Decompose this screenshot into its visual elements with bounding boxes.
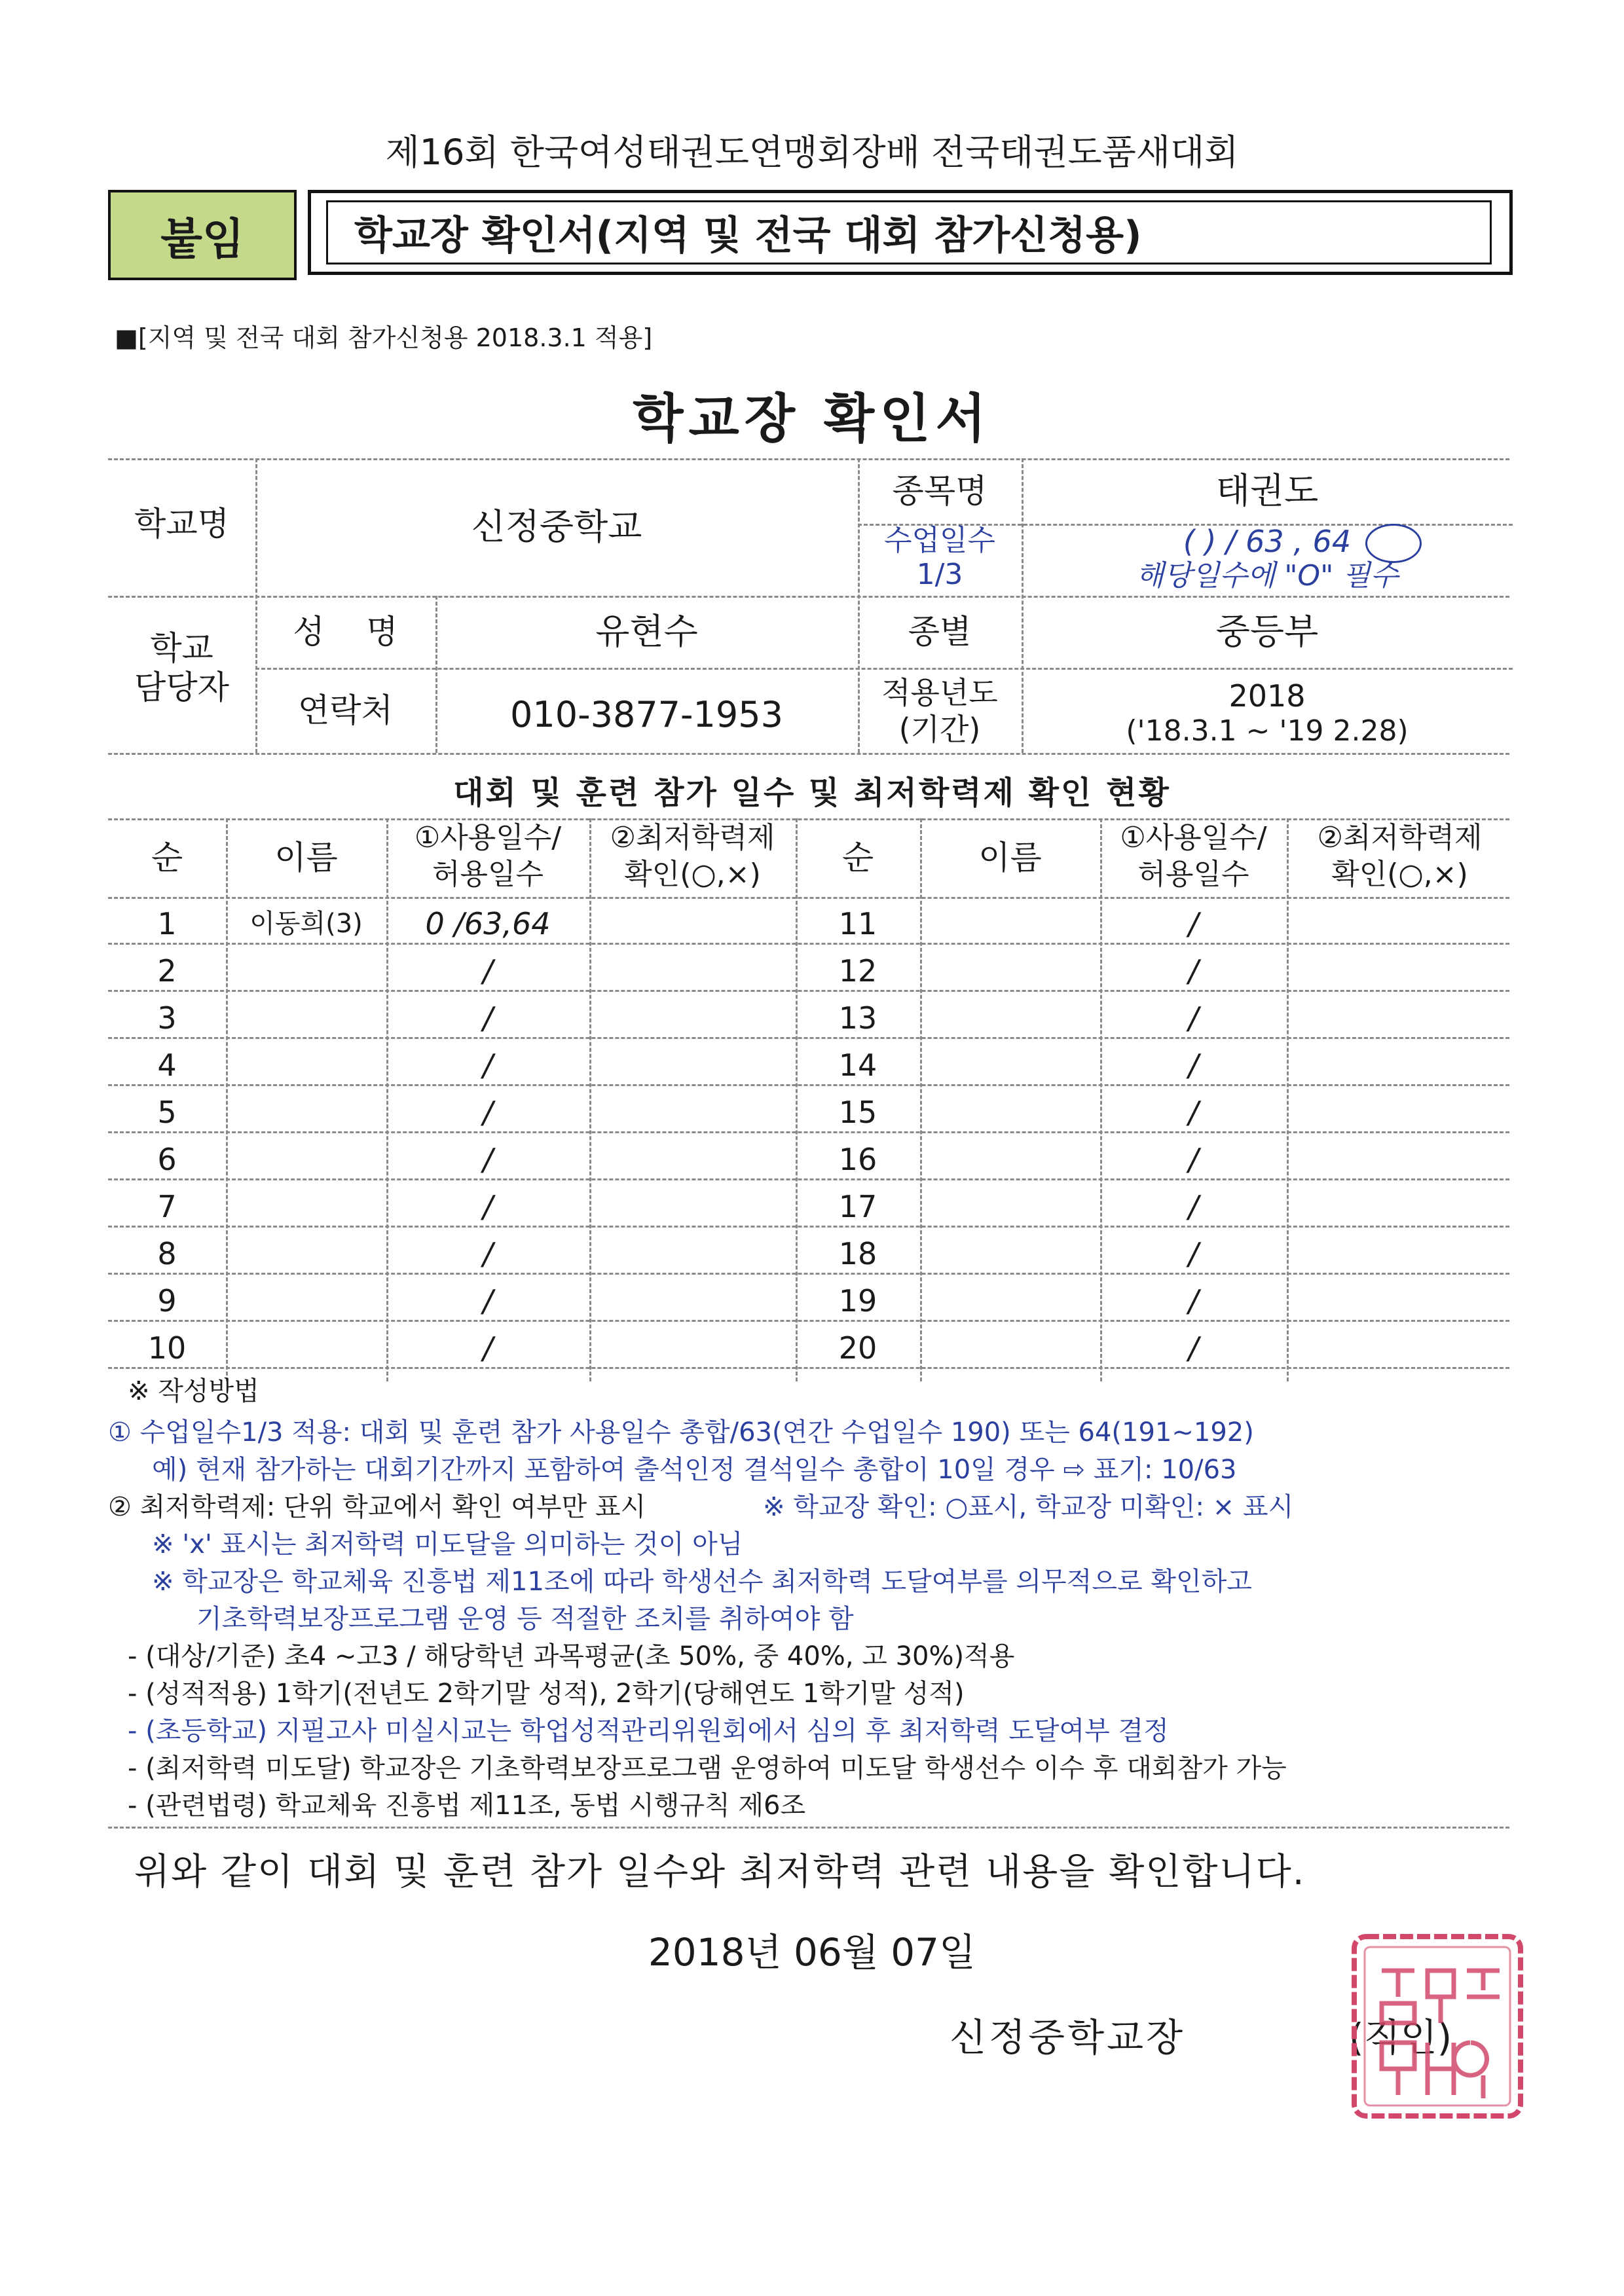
note-line-6: 기초학력보장프로그램 운영 등 적절한 조치를 취하여야 함	[196, 1604, 854, 1634]
table-row-left-days: /	[483, 1236, 493, 1271]
table-row-left-check	[589, 947, 796, 994]
col-check-left-2: 확인(○,×)	[624, 858, 761, 891]
class-days-value: ( ) / 63 , 64	[1183, 524, 1352, 559]
table-row-left-name	[226, 1089, 386, 1136]
table-row-right-no: 16	[838, 1142, 877, 1177]
table-row-right-no: 15	[838, 1095, 877, 1130]
confirm-text: 위와 같이 대회 및 훈련 참가 일수와 최저학력 관련 내용을 확인합니다.	[134, 1851, 1306, 1893]
table-row-left-name: 이동희(3)	[249, 909, 363, 939]
table-row-left-no: 5	[157, 1095, 177, 1130]
table-row-left-name	[226, 1136, 386, 1183]
table-row-left-name	[226, 947, 386, 994]
table-row-right-no: 12	[838, 953, 877, 989]
note-line-7: - (대상/기준) 초4 ~고3 / 해당학년 과목평균(초 50%, 중 40%, 고 30%)적용	[128, 1641, 1015, 1671]
year-label-2: (기간)	[898, 712, 981, 747]
table-row-left-days: /	[483, 1000, 493, 1036]
col-days-right-2: 허용일수	[1137, 858, 1249, 891]
sport-label: 종목명	[892, 472, 987, 510]
col-name-left: 이름	[274, 839, 338, 877]
table-row-left-days: /	[483, 1095, 493, 1130]
note-line-5: ※ 학교장은 학교체육 진흥법 제11조에 따라 학생선수 최저학력 도달여부를 의무적으로 확인하고	[152, 1567, 1252, 1597]
class-days-label: 수업일수	[883, 524, 995, 557]
form-note: ■[지역 및 전국 대회 참가신청용 2018.3.1 적용]	[115, 323, 653, 352]
table-row-right-check	[1287, 1324, 1513, 1372]
note-line-8: - (성적적용) 1학기(전년도 2학기말 성적), 2학기(당해연도 1학기말 성적)	[128, 1679, 965, 1709]
table-row-right-days: /	[1188, 1142, 1199, 1177]
table-row-left-no: 8	[157, 1236, 177, 1271]
table-row-right-check	[1287, 947, 1513, 994]
table-row-left-no: 10	[147, 1330, 187, 1366]
table-row-right-days: /	[1188, 906, 1199, 941]
table-row-right-days: /	[1188, 1283, 1199, 1319]
note-line-9: - (초등학교) 지필고사 미실시교는 학업성적관리위원회에서 심의 후 최저학력 도달여부 결정	[128, 1716, 1169, 1746]
table-row-right-check	[1287, 900, 1513, 947]
table-title: 대회 및 훈련 참가 일수 및 최저학력제 확인 현황	[453, 774, 1171, 811]
col-days-left-1: ①사용일수/	[414, 821, 562, 854]
official-seal	[1349, 1931, 1526, 2121]
col-name-right: 이름	[978, 839, 1042, 877]
table-row-left-check	[589, 1136, 796, 1183]
table-row-left-name	[226, 1324, 386, 1372]
contact-value: 010-3877-1953	[510, 694, 783, 735]
form-title: 학교장 확인서(지역 및 전국 대회 참가신청용)	[326, 200, 1492, 264]
table-row-left-name	[226, 1183, 386, 1230]
doc-title: 학교장 확인서	[633, 388, 991, 449]
school-value: 신정중학교	[471, 506, 642, 547]
col-days-right-1: ①사용일수/	[1120, 821, 1267, 854]
table-row-left-check	[589, 1277, 796, 1324]
staff-label-1: 학교	[150, 629, 213, 667]
table-row-right-days: /	[1188, 953, 1199, 989]
table-row-left-name	[226, 994, 386, 1042]
table-row-left-days: 0 /63,64	[425, 906, 551, 941]
table-row-left-days: /	[483, 1142, 493, 1177]
table-row-right-no: 20	[838, 1330, 877, 1366]
class-days-note: 해당일수에 "O" 필수	[1135, 559, 1399, 592]
table-row-right-no: 11	[838, 906, 877, 941]
category-label: 종별	[908, 613, 972, 651]
table-row-right-no: 17	[838, 1189, 877, 1224]
table-row-right-name	[920, 1089, 1100, 1136]
table-row-left-check	[589, 1042, 796, 1089]
table-row-right-days: /	[1188, 1048, 1199, 1083]
table-row-right-check	[1287, 1042, 1513, 1089]
table-row-left-name	[226, 1042, 386, 1089]
seal-label: (직인)	[1349, 2015, 1452, 2060]
table-row-left-no: 2	[157, 953, 177, 989]
class-days-fraction: 1/3	[916, 558, 963, 591]
col-no-left: 순	[151, 839, 183, 877]
note-line-2: 예) 현재 참가하는 대회기간까지 포함하여 출석인정 결석일수 총합이 10일 경우 ⇨ 표기: 10/63	[152, 1455, 1237, 1485]
table-row-right-no: 18	[838, 1236, 877, 1271]
table-row-left-days: /	[483, 1048, 493, 1083]
seal-stamp-icon	[1349, 1931, 1526, 2121]
table-row-left-check	[589, 994, 796, 1042]
table-row-right-no: 19	[838, 1283, 877, 1319]
event-title: 제16회 한국여성태권도연맹회장배 전국태권도품새대회	[385, 132, 1239, 173]
date-text: 2018년 06월 07일	[648, 1930, 976, 1975]
col-check-right-2: 확인(○,×)	[1331, 858, 1468, 891]
table-row-left-days: /	[483, 1330, 493, 1366]
name-value: 유현수	[595, 611, 698, 652]
table-row-left-check	[589, 1089, 796, 1136]
info-line-top	[108, 458, 1509, 460]
attachment-badge: 붙임	[108, 190, 297, 280]
table-row-right-name	[920, 947, 1100, 994]
principal-text: 신정중학교장	[950, 2015, 1186, 2060]
table-row-left-days: /	[483, 1283, 493, 1319]
table-row-right-name	[920, 1277, 1100, 1324]
table-row-left-name	[226, 1230, 386, 1277]
sport-value: 태권도	[1215, 470, 1319, 511]
table-row-left-check	[589, 1324, 796, 1372]
circle-mark-icon	[1365, 524, 1422, 563]
table-row-right-days: /	[1188, 1236, 1199, 1271]
table-row-right-days: /	[1188, 1330, 1199, 1366]
note-line-4: ※ 'x' 표시는 최저학력 미도달을 의미하는 것이 아님	[152, 1529, 743, 1559]
table-row-left-no: 1	[157, 906, 177, 941]
year-value: 2018	[1228, 678, 1306, 714]
category-value: 중등부	[1215, 611, 1319, 652]
table-row-right-name	[920, 1136, 1100, 1183]
name-label: 성 명	[293, 613, 398, 651]
col-check-left-1: ②최저학력제	[610, 821, 775, 854]
note-line-10: - (최저학력 미도달) 학교장은 기초학력보장프로그램 운영하여 미도달 학생선수 이수 후 대회참가 가능	[128, 1753, 1287, 1783]
table-row-right-days: /	[1188, 1095, 1199, 1130]
table-row-left-check	[589, 1183, 796, 1230]
note-line-3a: ② 최저학력제: 단위 학교에서 확인 여부만 표시	[108, 1492, 646, 1522]
table-row-left-no: 4	[157, 1048, 177, 1083]
col-days-left-2: 허용일수	[432, 858, 544, 891]
note-line-3b: ※ 학교장 확인: ○표시, 학교장 미확인: × 표시	[763, 1492, 1294, 1522]
col-no-right: 순	[841, 839, 874, 877]
table-row-right-check	[1287, 1089, 1513, 1136]
contact-label: 연락처	[298, 691, 393, 729]
note-line-1: ① 수업일수1/3 적용: 대회 및 훈련 참가 사용일수 총합/63(연간 수업일수 190) 또는 64(191~192)	[108, 1417, 1254, 1448]
table-row-right-name	[920, 1324, 1100, 1372]
year-period: ('18.3.1 ~ '19 2.28)	[1126, 714, 1409, 748]
school-label: 학교명	[134, 505, 229, 543]
col-check-right-1: ②최저학력제	[1317, 821, 1483, 854]
table-row-left-no: 6	[157, 1142, 177, 1177]
table-row-right-check	[1287, 994, 1513, 1042]
table-row-right-check	[1287, 1277, 1513, 1324]
table-row-left-no: 3	[157, 1000, 177, 1036]
table-row-right-days: /	[1188, 1189, 1199, 1224]
table-row-right-name	[920, 900, 1100, 947]
table-row-left-name	[226, 1277, 386, 1324]
table-row-right-name	[920, 1183, 1100, 1230]
table-row-right-name	[920, 1230, 1100, 1277]
table-row-left-no: 7	[157, 1189, 177, 1224]
table-row-right-days: /	[1188, 1000, 1199, 1036]
table-row-right-check	[1287, 1136, 1513, 1183]
table-row-right-name	[920, 1042, 1100, 1089]
table-row-right-name	[920, 994, 1100, 1042]
note-line-11: - (관련법령) 학교체육 진흥법 제11조, 동법 시행규칙 제6조	[128, 1791, 806, 1821]
table-row-left-check	[589, 900, 796, 947]
table-row-right-check	[1287, 1183, 1513, 1230]
table-row-right-check	[1287, 1230, 1513, 1277]
table-row-left-check	[589, 1230, 796, 1277]
table-row-right-no: 14	[838, 1048, 877, 1083]
year-label-1: 적용년도	[881, 675, 998, 710]
table-row-left-no: 9	[157, 1283, 177, 1319]
table-row-left-days: /	[483, 953, 493, 989]
table-row-left-days: /	[483, 1189, 493, 1224]
table-row-right-no: 13	[838, 1000, 877, 1036]
staff-label-2: 담당자	[134, 668, 229, 706]
notes-heading: ※ 작성방법	[128, 1376, 259, 1406]
